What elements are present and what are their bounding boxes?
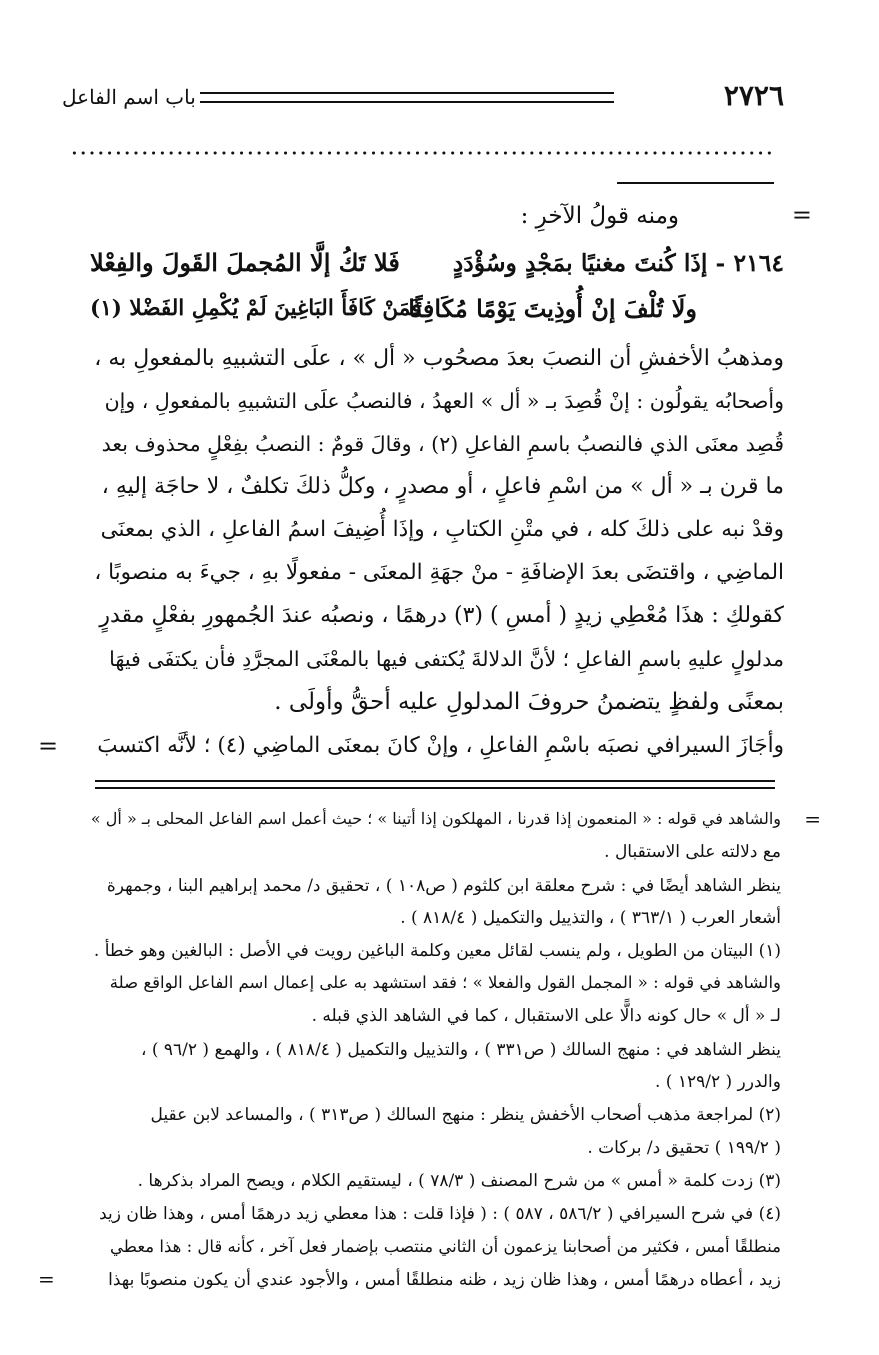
chapter-title: باب اسم الفاعل: [62, 85, 196, 109]
continuation-mark: =: [38, 1267, 55, 1291]
running-header: [62, 78, 784, 114]
body-line: ما قرن بـ « أل » من اسْمِ فاعلٍ ، أو مصدرٍ ، وكلُّ ذلكَ تكلفٌ ، لا حاجَة إليهِ ،: [101, 474, 784, 499]
verse-1-hemistich-2: فَلا تَكُ إلَّا المُجملَ القَولَ والفِعْلا: [90, 248, 400, 277]
body-line: قُصِد معنَى الذي فالنصبُ باسمِ الفاعلِ (٢) ، وقالَ قومٌ : النصبُ بفِعْلٍ محذوف بعد: [101, 432, 784, 456]
body-line: وقدْ نبه على ذلكَ كله ، في متْنِ الكتابِ ، وإذَا أُضِيفَ اسمُ الفاعلِ ، الذي بمعنَى: [100, 517, 784, 542]
footnote-line: أشعار العرب ( ٣٦٣/١ ) ، والتذييل والتكميل ( ٨١٨/٤ ) .: [400, 908, 781, 928]
verse-2-hemistich-2: فَمَنْ كَافَأَ البَاغِينَ لَمْ يُكْمِلِ الفَضْلا (١): [90, 296, 422, 321]
body-line: وأجَازَ السيرافي نصبَه باسْمِ الفاعلِ ، وإنْ كانَ بمعنَى الماضِي (٤) ؛ لأنَّه اكتسبَ: [97, 733, 784, 758]
body-line: مدلولٍ عليهِ باسمِ الفاعلِ ؛ لأنَّ الدلالةَ يُكتفى فيها بالمعْنَى المجرَّدِ فأن يكتفَى فيهَا: [109, 647, 784, 671]
footnote-line: والشاهد في قوله : « المنعمون إذا قدرنا ، المهلكون إذا أتينا » ؛ حيث أعمل اسم الفاعل المحلى بـ « أل »: [90, 809, 781, 828]
verse-2-hemistich-1: ولَا تُلْفَ إنْ أُوذِيتَ يَوْمًا مُكَافِئًا: [408, 294, 697, 323]
footnote-line: لـ « أل » حال كونه دالًّا على الاستقبال ، كما في الشاهد الذي قبله .: [311, 1006, 781, 1026]
continuation-mark: =: [38, 732, 59, 760]
short-rule: [617, 182, 774, 184]
footnote-line: ينظر الشاهد أيضًا في : شرح معلقة ابن كلثوم ( ص١٠٨ ) ، تحقيق د/ محمد إبراهيم البنا ، وجمهرة: [106, 876, 781, 896]
footnote-line: والشاهد في قوله : « المجمل القول والفعلا » ؛ فقد استشهد به على إعمال اسم الفاعل الواقع صلة: [109, 973, 781, 992]
verse-intro: ومنه قولُ الآخرِ :: [520, 203, 679, 229]
footnote-separator: [95, 780, 775, 789]
body-line: بمعنًى ولفظٍ يتضمنُ حروفَ المدلولِ عليه أحقُّ وأولَى .: [274, 689, 784, 715]
footnote-line: ينظر الشاهد في : منهج السالك ( ص٣٣١ ) ، والتذييل والتكميل ( ٨١٨/٤ ) ، والهمع ( ٩٦/٢ ) ،: [140, 1040, 781, 1060]
footnote-line: والدرر ( ١٢٩/٢ ) .: [654, 1072, 781, 1092]
continuation-mark: =: [791, 201, 812, 229]
page-number: ٢٧٢٦: [723, 79, 784, 112]
continuation-mark: =: [804, 807, 821, 831]
verse-1-hemistich-1: ٢١٦٤ - إذَا كُنتَ مغنيًا بمَجْدٍ وسُؤْدَدٍ: [452, 249, 784, 277]
footnote-3: (٣) زدت كلمة « أمس » من شرح المصنف ( ٧٨/٣ ) ، ليستقيم الكلام ، ويصح المراد بذكرها .: [137, 1171, 781, 1191]
footnote-2: (٢) لمراجعة مذهب أصحاب الأخفش ينظر : منهج السالك ( ص٣١٣ ) ، والمساعد لابن عقيل: [150, 1105, 781, 1125]
footnote-line: منطلقًا أمس ، فكثير من أصحابنا يزعمون أن الثاني منتصب بإضمار فعل آخر ، كأنه قال : هذا معطي: [110, 1237, 781, 1256]
footnote-4: (٤) في شرح السيرافي ( ٥٨٦/٢ ، ٥٨٧ ) : ( فإذا قلت : هذا معطي زيد درهمًا أمس ، وهذا ظان زيد: [99, 1204, 781, 1224]
footnote-line: مع دلالته على الاستقبال .: [604, 842, 781, 862]
body-line: كقولكِ : هذَا مُعْطِي زيدٍ ( أمسِ ) (٣) درهمًا ، ونصبُه عندَ الجُمهورِ بفعْلٍ مقدرٍ: [99, 603, 784, 628]
footnote-1: (١) البيتان من الطويل ، ولم ينسب لقائل معين وكلمة الباغين رويت في الأصل : البالغين وهو خطأ .: [93, 941, 781, 961]
footnote-line: زيد ، أعطاه درهمًا أمس ، وهذا ظان زيد ، ظنه منطلقًا أمس ، والأجود عندي أن يكون منصوبًا بهذا: [108, 1270, 781, 1290]
dotted-separator: [70, 150, 775, 156]
body-line: الماضِي ، واقتضَى بعدَ الإضافَةِ - منْ جهَةِ المعنَى - مفعولًا بهِ ، جيءَ به منصوبًا ،: [94, 560, 784, 585]
header-double-rule: [200, 92, 614, 103]
footnote-line: ( ١٩٩/٢ ) تحقيق د/ بركات .: [587, 1138, 781, 1158]
body-line: ومذهبُ الأخفشِ أن النصبَ بعدَ مصحُوب « أل » ، علَى التشبيهِ بالمفعولِ به ،: [94, 346, 784, 371]
body-line: وأصحابُه يقولُون : إنْ قُصِدَ بـ « أل » العهدُ ، فالنصبُ علَى التشبيهِ بالمفعولِ ، وإن: [104, 389, 784, 413]
